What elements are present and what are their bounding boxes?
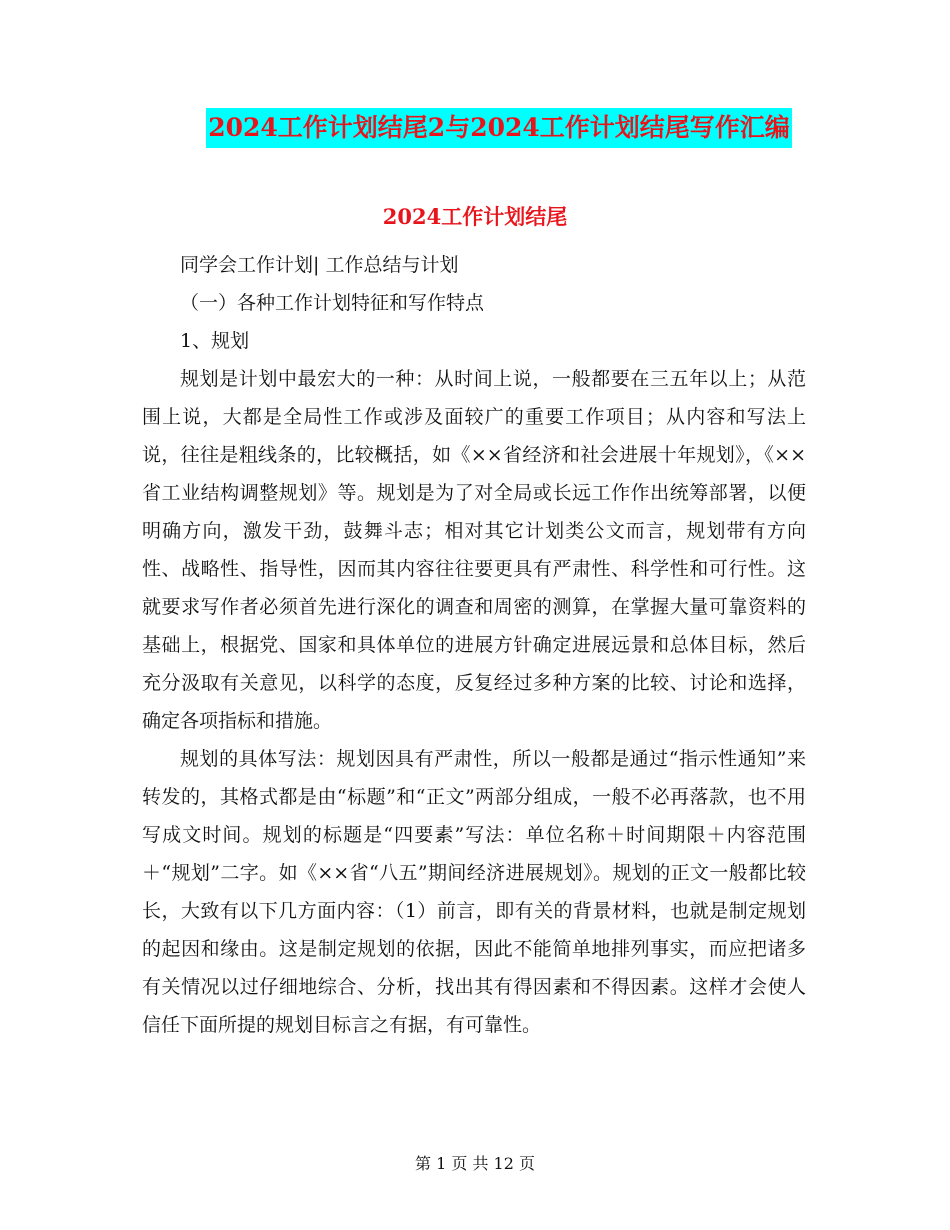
document-title-container xyxy=(0,108,950,148)
document-title: 2024工作计划结尾2与2024工作计划结尾写作汇编 xyxy=(206,108,792,148)
document-body xyxy=(142,246,806,1044)
paragraph-section-heading: （一）各种工作计划特征和写作特点 xyxy=(180,292,485,314)
paragraph-subheading: 同学会工作计划| 工作总结与计划 xyxy=(180,254,459,276)
paragraph-body: 规划是计划中最宏大的一种：从时间上说，一般都要在三五年以上；从范围上说，大都是全局性工作或涉及面较广的重要工作项目；从内容和写法上说，往往是粗线条的，比较概括，如《××省经济和社会进展十年规划》，《××省工业结构调整规划》等。规划是为了对全局或长远工作作出统筹部署，以便明确方向，激发干劲，鼓舞斗志；相对其它计划类公文而言，规划带有方向性、战略性、指导性，因而其内容往往要更具有严肃性、科学性和可行性。这就要求写作者必须首先进行深化的调查和周密的测算，在掌握大量可靠资料的基础上，根据党、国家和具体单位的进展方针确定进展远景和总体目标，然后充分汲取有关意见，以科学的态度，反复经过多种方案的比较、讨论和选择，确定各项指标和措施。 xyxy=(142,368,806,732)
paragraph-body: 规划的具体写法：规划因具有严肃性，所以一般都是通过“指示性通知”来转发的，其格式都是由“标题”和“正文”两部分组成，一般不必再落款，也不用写成文时间。规划的标题是“四要素”写法：单位名称＋时间期限＋内容范围＋“规划”二字。如《××省“八五”期间经济进展规划》。规划的正文一般都比较长，大致有以下几方面内容：（1）前言，即有关的背景材料，也就是制定规划的起因和缘由。这是制定规划的依据，因此不能简单地排列事实，而应把诸多有关情况以过仔细地综合、分析，找出其有得因素和不得因素。这样才会使人信任下面所提的规划目标言之有据，有可靠性。 xyxy=(142,748,806,1036)
page-number: 第 1 页 共 12 页 xyxy=(415,1154,535,1173)
paragraph-item-heading: 1、规划 xyxy=(180,330,250,352)
section-title: 2024工作计划结尾 xyxy=(382,204,568,229)
